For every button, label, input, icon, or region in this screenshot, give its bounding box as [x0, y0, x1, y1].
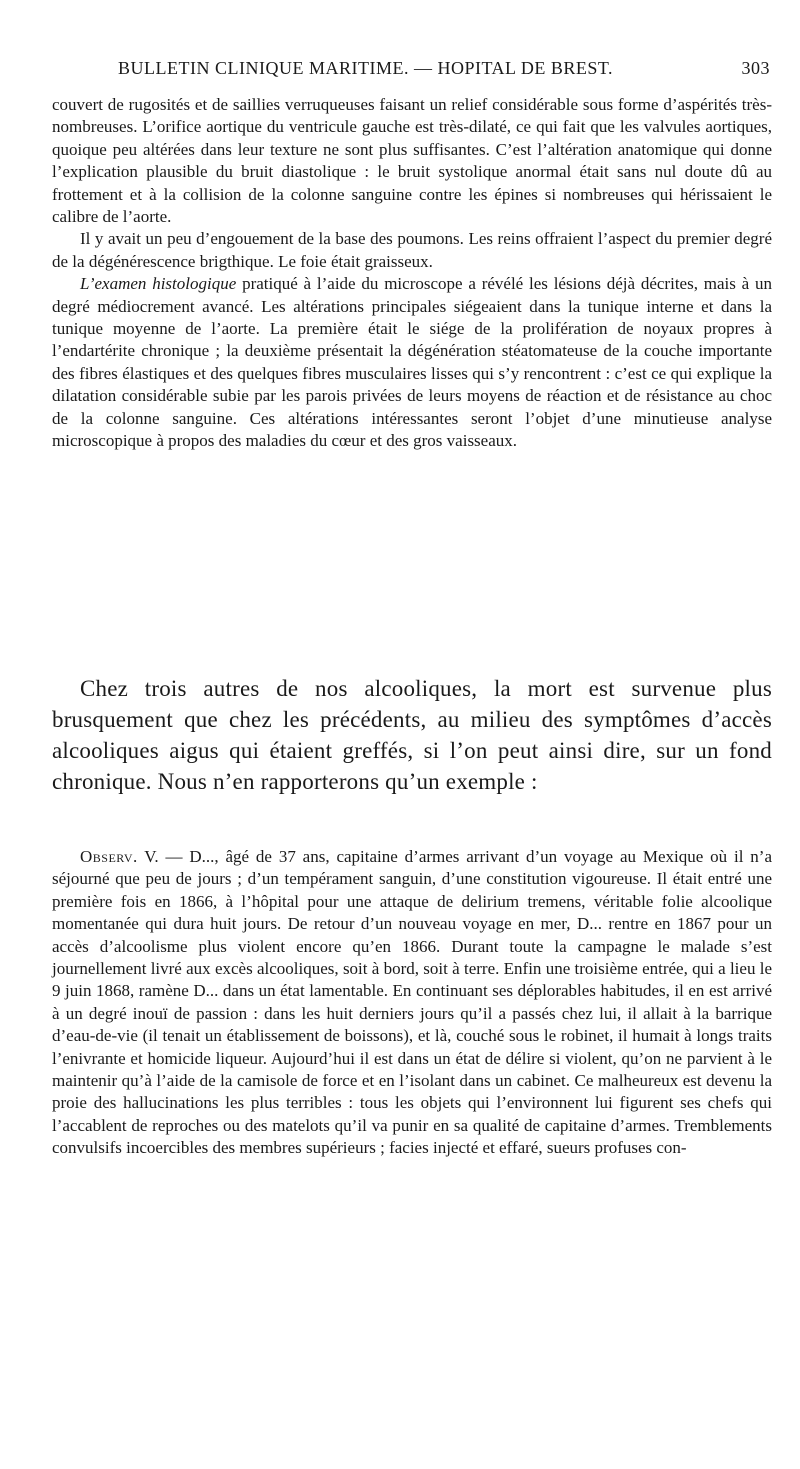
paragraph-histology	[52, 273, 772, 452]
page-header	[118, 58, 770, 84]
text-block-autopsy	[52, 94, 772, 453]
text-block-intro	[52, 673, 772, 797]
histology-text: pratiqué à l’aide du microscope a révélé les lésions déjà décrites, mais à un degré médiocrement avancé. Les altérations principales siégeaient dans la tunique interne et dans la tunique moyenne de l’aorte. La première était le siége de la prolifération de noyaux propres à l’endartérite chronique ; la deuxième présentait la dégénération stéatomateuse de la couche importante des fibres élastiques et des quelques fibres musculaires lisses qui s’y rencontrent : c’est ce qui explique la dilatation considérable subie par les parois privées de leurs moyens de réaction et de résistance au choc de la colonne sanguine. Ces altérations intéressantes seront l’objet d’une minutieuse analyse microscopique à propos des maladies du cœur et des gros vaisseaux.	[52, 274, 773, 451]
histology-heading-italic: L’examen histologique	[80, 274, 237, 294]
paragraph-observation-v	[52, 846, 772, 1160]
observation-text: V. — D..., âgé de 37 ans, capitaine d’armes arrivant d’un voyage au Mexique où il n’a séjourné que peu de jours ; d’un tempérament sanguin, d’une constitution vigoureuse. Il était entré une première fois en 1866, à l’hôpital pour une attaque de delirium tremens, véritable folie alcoolique momentanée qui dura huit jours. De retour d’un nouveau voyage en mer, D... rentre en 1867 pour un accès d’alcoolisme plus violent encore qu’en 1866. Durant toute la campagne le malade s’est journellement livré aux excès alcooliques, soit à bord, soit à terre. Enfin une troisième entrée, qui a lieu le 9 juin 1868, ramène D... dans un état lamentable. En continuant ses déplorables habitudes, il en est arrivé à un degré inouï de passion : dans les huit derniers jours qu’il a passés chez lui, il allait à la barrique d’eau-de-vie (il tenait un établissement de boissons), et là, couché sous le robinet, il humait à longs traits l’enivrante et homicide liqueur. Aujourd’hui il est dans un état de délire si violent, qu’on ne parvient à le maintenir qu’à l’aide de la camisole de force et en l’isolant dans un cabinet. Ce malheureux est devenu la proie des hallucinations les plus terribles : tous les objets qui l’environnent lui figurent ses chefs qui l’accablent de reproches ou des matelots qu’il va punir en sa qualité de capitaine d’armes. Tremblements convulsifs incoercibles des membres supérieurs ; facies injecté et effaré, sueurs profuses con-	[52, 847, 772, 1158]
paragraph-three-alcoholics: Chez trois autres de nos alcooliques, la mort est survenue plus brusquement que chez les précédents, au milieu des symptômes d’accès alcooliques aigus qui étaient greffés, si l’on peut ainsi dire, sur un fond chronique. Nous n’en rapporterons qu’un exemple :	[52, 676, 772, 794]
paragraph-lungs-kidneys: Il y avait un peu d’engouement de la base des poumons. Les reins offraient l’aspect du premier degré de la dégénérescence brigthique. Le foie était graisseux.	[52, 229, 772, 271]
running-title: BULLETIN CLINIQUE MARITIME. — HOPITAL DE BREST.	[118, 58, 614, 78]
page-number: 303	[741, 58, 770, 78]
text-block-observation	[52, 846, 772, 1160]
paragraph-aorta-description: couvert de rugosités et de saillies verruqueuses faisant un relief considérable sous forme d’aspérités très-nombreuses. L’orifice aortique du ventricule gauche est très-dilaté, ce qui fait que les valvules aortiques, quoique peu altérées dans leur texture ne sont plus suffisantes. C’est l’altération anatomique qui donne l’explication plausible du bruit diastolique : le bruit systolique anormal était sans nul doute dû au frottement et à la collision de la colonne sanguine contre les épines si nombreuses qui hérissaient le calibre de l’aorte.	[52, 95, 772, 227]
observation-label: Observ.	[80, 847, 138, 866]
